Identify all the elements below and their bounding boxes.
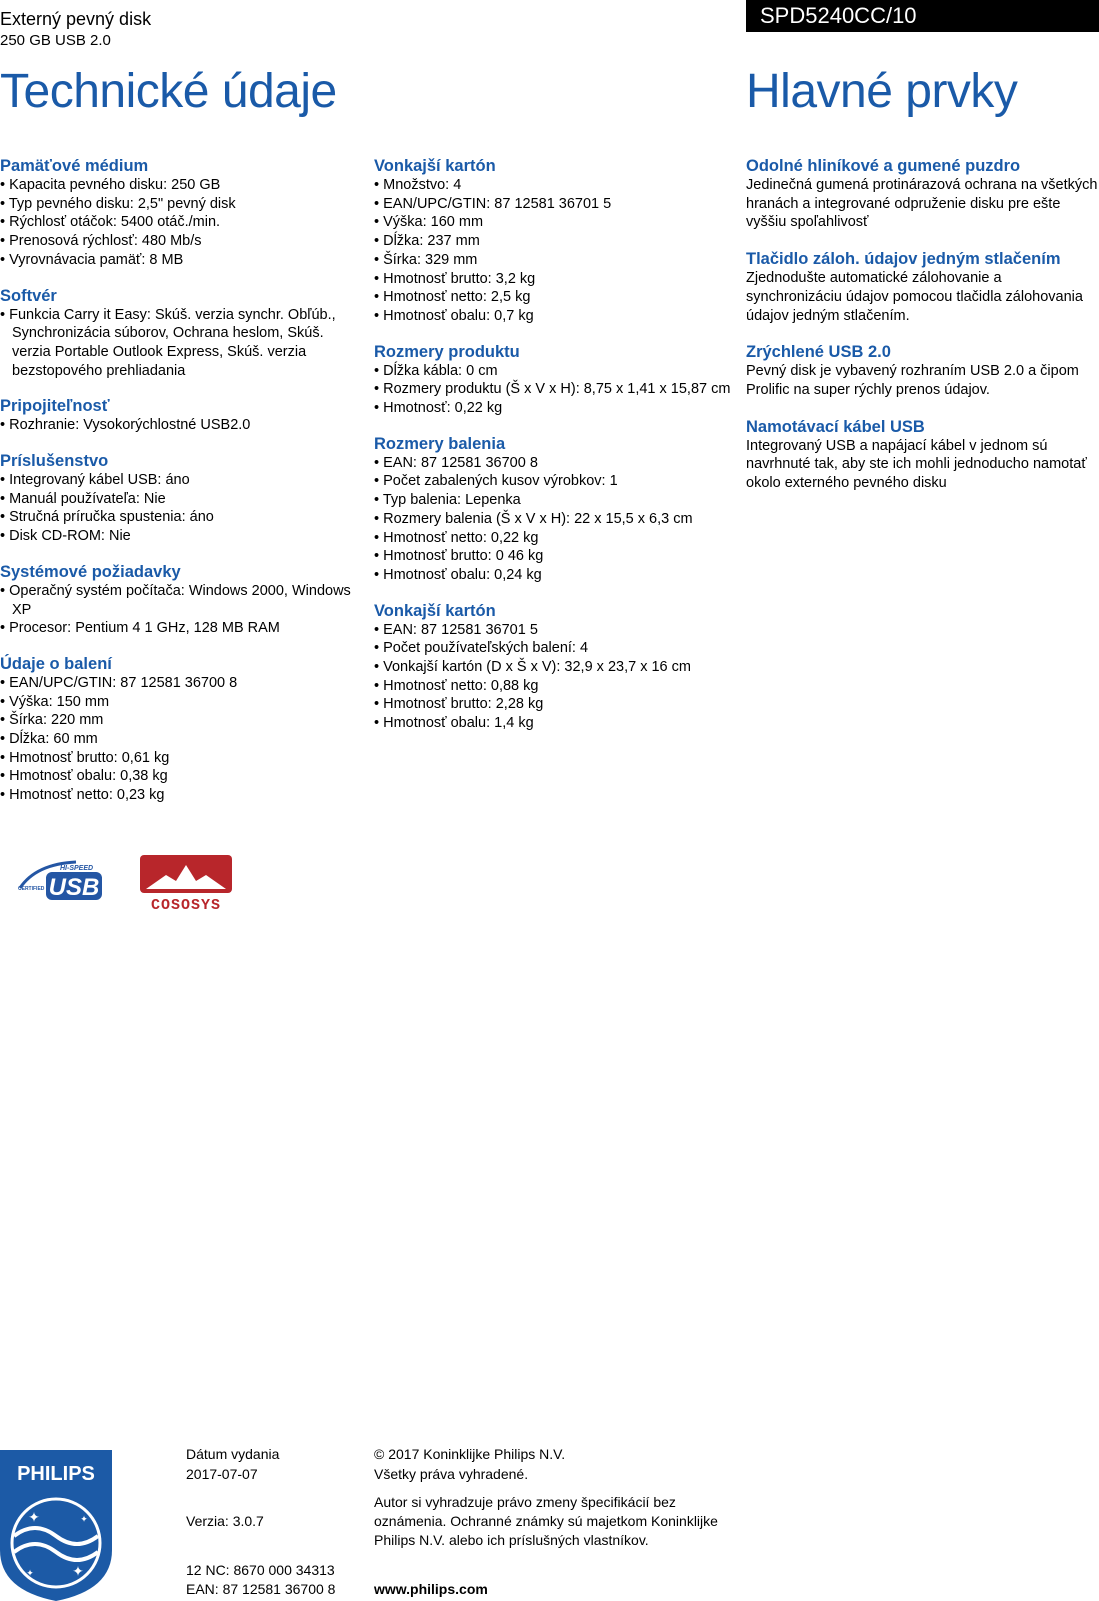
spec-item: • Hmotnosť brutto: 2,28 kg (374, 695, 739, 714)
spec-item: • Hmotnosť brutto: 0 46 kg (374, 547, 739, 566)
footer-version: Verzia: 3.0.7 (186, 1513, 264, 1529)
spec-item: • Počet zabalených kusov výrobkov: 1 (374, 472, 739, 491)
star-icon: ✦ (28, 1510, 40, 1526)
spec-list (0, 416, 360, 435)
spec-list (0, 674, 360, 805)
spec-list (0, 306, 360, 381)
section-title-features: Hlavné prvky (746, 65, 1018, 118)
spec-section (0, 286, 360, 381)
section-title-specs: Technické údaje (0, 65, 337, 118)
spec-section (374, 156, 739, 326)
spec-section (0, 156, 360, 270)
spec-item: • Rozhranie: Vysokorýchlostné USB2.0 (0, 416, 360, 435)
feature-title: Tlačidlo záloh. údajov jedným stlačením (746, 250, 1061, 269)
specs-column-2 (374, 156, 739, 749)
spec-item: • Disk CD-ROM: Nie (0, 527, 360, 546)
star-icon: ✦ (80, 1515, 88, 1525)
spec-item: • Integrovaný kábel USB: áno (0, 471, 360, 490)
spec-item: • EAN/UPC/GTIN: 87 12581 36701 5 (374, 195, 739, 214)
footer-rights: Všetky práva vyhradené. (374, 1466, 529, 1482)
product-subtitle: 250 GB USB 2.0 (0, 32, 111, 49)
spec-list (0, 582, 360, 638)
spec-item: • Procesor: Pentium 4 1 GHz, 128 MB RAM (0, 619, 360, 638)
spec-section (374, 434, 739, 585)
spec-section-title: Softvér (0, 286, 57, 305)
spec-item: • Typ balenia: Lepenka (374, 491, 739, 510)
spec-item: • Hmotnosť netto: 0,88 kg (374, 677, 739, 696)
spec-item: • Dĺžka: 237 mm (374, 232, 739, 251)
feature-title: Namotávací kábel USB (746, 417, 925, 436)
spec-item: • Hmotnosť netto: 2,5 kg (374, 288, 739, 307)
philips-wordmark: PHILIPS (17, 1463, 95, 1485)
spec-item: • Hmotnosť obalu: 0,24 kg (374, 566, 739, 585)
spec-section (0, 562, 360, 638)
spec-item: • Hmotnosť brutto: 3,2 kg (374, 270, 739, 289)
feature-text: Integrovaný USB a napájací kábel v jednom sú navrhnuté tak, aby ste ich mohli jednoducho namotať okolo externého pevného disku (746, 437, 1087, 492)
footer-ean: EAN: 87 12581 36700 8 (186, 1581, 336, 1597)
spec-item: • Šírka: 220 mm (0, 711, 360, 730)
footer-disclaimer: Autor si vyhradzuje právo zmeny špecifikácií bez oznámenia. Ochranné známky sú majetkom Koninklijke Philips N.V. alebo ich príslušných vlastníkov. (374, 1494, 718, 1548)
spec-section-title: Rozmery produktu (374, 342, 520, 361)
spec-item: • Počet používateľských balení: 4 (374, 639, 739, 658)
spec-section-title: Údaje o balení (0, 654, 112, 673)
spec-item: • Funkcia Carry it Easy: Skúš. verzia synchr. Obľúb., Synchronizácia súborov, Ochrana heslom, Skúš. verzia Portable Outlook Express, Skúš. verzia bezstopového prehliadania (0, 306, 360, 381)
feature-text: Pevný disk je vybavený rozhraním USB 2.0 a čipom Prolific na super rýchly prenos údajov. (746, 363, 1079, 398)
usb-main-text: USB (48, 874, 100, 901)
spec-section (374, 342, 739, 418)
spec-item: • Stručná príručka spustenia: áno (0, 508, 360, 527)
feature-block (746, 249, 1099, 325)
spec-item: • EAN: 87 12581 36700 8 (374, 454, 739, 473)
feature-text: Zjednodušte automatické zálohovanie a synchronizáciu údajov pomocou tlačidla zálohovania údajov jedným stlačením. (746, 270, 1083, 324)
footer-url[interactable]: www.philips.com (374, 1581, 488, 1597)
philips-shield-logo (0, 1450, 112, 1601)
spec-section (0, 451, 360, 546)
spec-item: • Hmotnosť brutto: 0,61 kg (0, 749, 360, 768)
feature-block (746, 417, 1099, 493)
spec-item: • Rozmery produktu (Š x V x H): 8,75 x 1,41 x 15,87 cm (374, 380, 739, 399)
spec-item: • Rozmery balenia (Š x V x H): 22 x 15,5 x 6,3 cm (374, 510, 739, 529)
footer-nc: 12 NC: 8670 000 34313 (186, 1562, 335, 1578)
footer-date-label: Dátum vydania (186, 1446, 280, 1462)
spec-section (0, 396, 360, 435)
spec-item: • Prenosová rýchlosť: 480 Mb/s (0, 232, 360, 251)
spec-list (374, 454, 739, 585)
spec-section-title: Systémové požiadavky (0, 562, 181, 581)
spec-section-title: Príslušenstvo (0, 452, 109, 471)
footer-date: 2017-07-07 (186, 1466, 258, 1482)
spec-list (374, 621, 739, 733)
product-name: Externý pevný disk (0, 9, 152, 29)
usb-side-text: CERTIFIED (18, 886, 45, 892)
spec-item: • EAN: 87 12581 36701 5 (374, 621, 739, 640)
spec-section-title: Rozmery balenia (374, 434, 506, 453)
star-icon: ✦ (72, 1564, 84, 1580)
spec-item: • Vyrovnávacia pamäť: 8 MB (0, 251, 360, 270)
spec-section-title: Pamäťové médium (0, 157, 149, 175)
spec-item: • Hmotnosť netto: 0,22 kg (374, 529, 739, 548)
spec-item: • Výška: 160 mm (374, 213, 739, 232)
spec-item: • Kapacita pevného disku: 250 GB (0, 176, 360, 195)
cososys-text: COSOSYS (150, 897, 222, 911)
spec-item: • Vonkajší kartón (D x Š x V): 32,9 x 23,7 x 16 cm (374, 658, 739, 677)
star-icon: ✦ (26, 1569, 34, 1579)
spec-item: • Dĺžka kábla: 0 cm (374, 362, 739, 381)
spec-item: • Šírka: 329 mm (374, 251, 739, 270)
spec-item: • Hmotnosť obalu: 1,4 kg (374, 714, 739, 733)
cososys-logo (140, 855, 232, 911)
feature-block (746, 342, 1099, 399)
footer-copyright: © 2017 Koninklijke Philips N.V. (374, 1446, 566, 1462)
usb-hi-speed-logo (16, 858, 106, 904)
spec-list (374, 176, 739, 326)
feature-text: Jedinečná gumená protinárazová ochrana na všetkých hranách a integrované odpruženie disku pre ešte vyššiu spoľahlivosť (746, 177, 1098, 231)
feature-title: Zrýchlené USB 2.0 (746, 343, 891, 362)
spec-section (0, 654, 360, 805)
usb-top-text: HI-SPEED (60, 865, 94, 872)
spec-item: • Hmotnosť netto: 0,23 kg (0, 786, 360, 805)
spec-item: • Dĺžka: 60 mm (0, 730, 360, 749)
spec-item: • Množstvo: 4 (374, 176, 739, 195)
spec-item: • Hmotnosť: 0,22 kg (374, 399, 739, 418)
features-column (746, 156, 1099, 510)
spec-item: • Výška: 150 mm (0, 693, 360, 712)
spec-item: • Manuál používateľa: Nie (0, 490, 360, 509)
spec-list (0, 471, 360, 546)
spec-item: • Typ pevného disku: 2,5" pevný disk (0, 195, 360, 214)
spec-item: • EAN/UPC/GTIN: 87 12581 36700 8 (0, 674, 360, 693)
spec-list (0, 176, 360, 270)
spec-section (374, 601, 739, 733)
spec-item: • Operačný systém počítača: Windows 2000, Windows XP (0, 582, 360, 619)
spec-section-title: Vonkajší kartón (374, 157, 496, 175)
spec-item: • Rýchlosť otáčok: 5400 otáč./min. (0, 213, 360, 232)
feature-title: Odolné hliníkové a gumené puzdro (746, 157, 1021, 175)
specs-column-1 (0, 156, 360, 821)
spec-item: • Hmotnosť obalu: 0,38 kg (0, 767, 360, 786)
model-number: SPD5240CC/10 (746, 0, 1099, 32)
spec-item: • Hmotnosť obalu: 0,7 kg (374, 307, 739, 326)
spec-list (374, 362, 739, 418)
spec-section-title: Vonkajší kartón (374, 601, 496, 620)
spec-section-title: Pripojiteľnosť (0, 397, 110, 416)
feature-block (746, 156, 1099, 232)
